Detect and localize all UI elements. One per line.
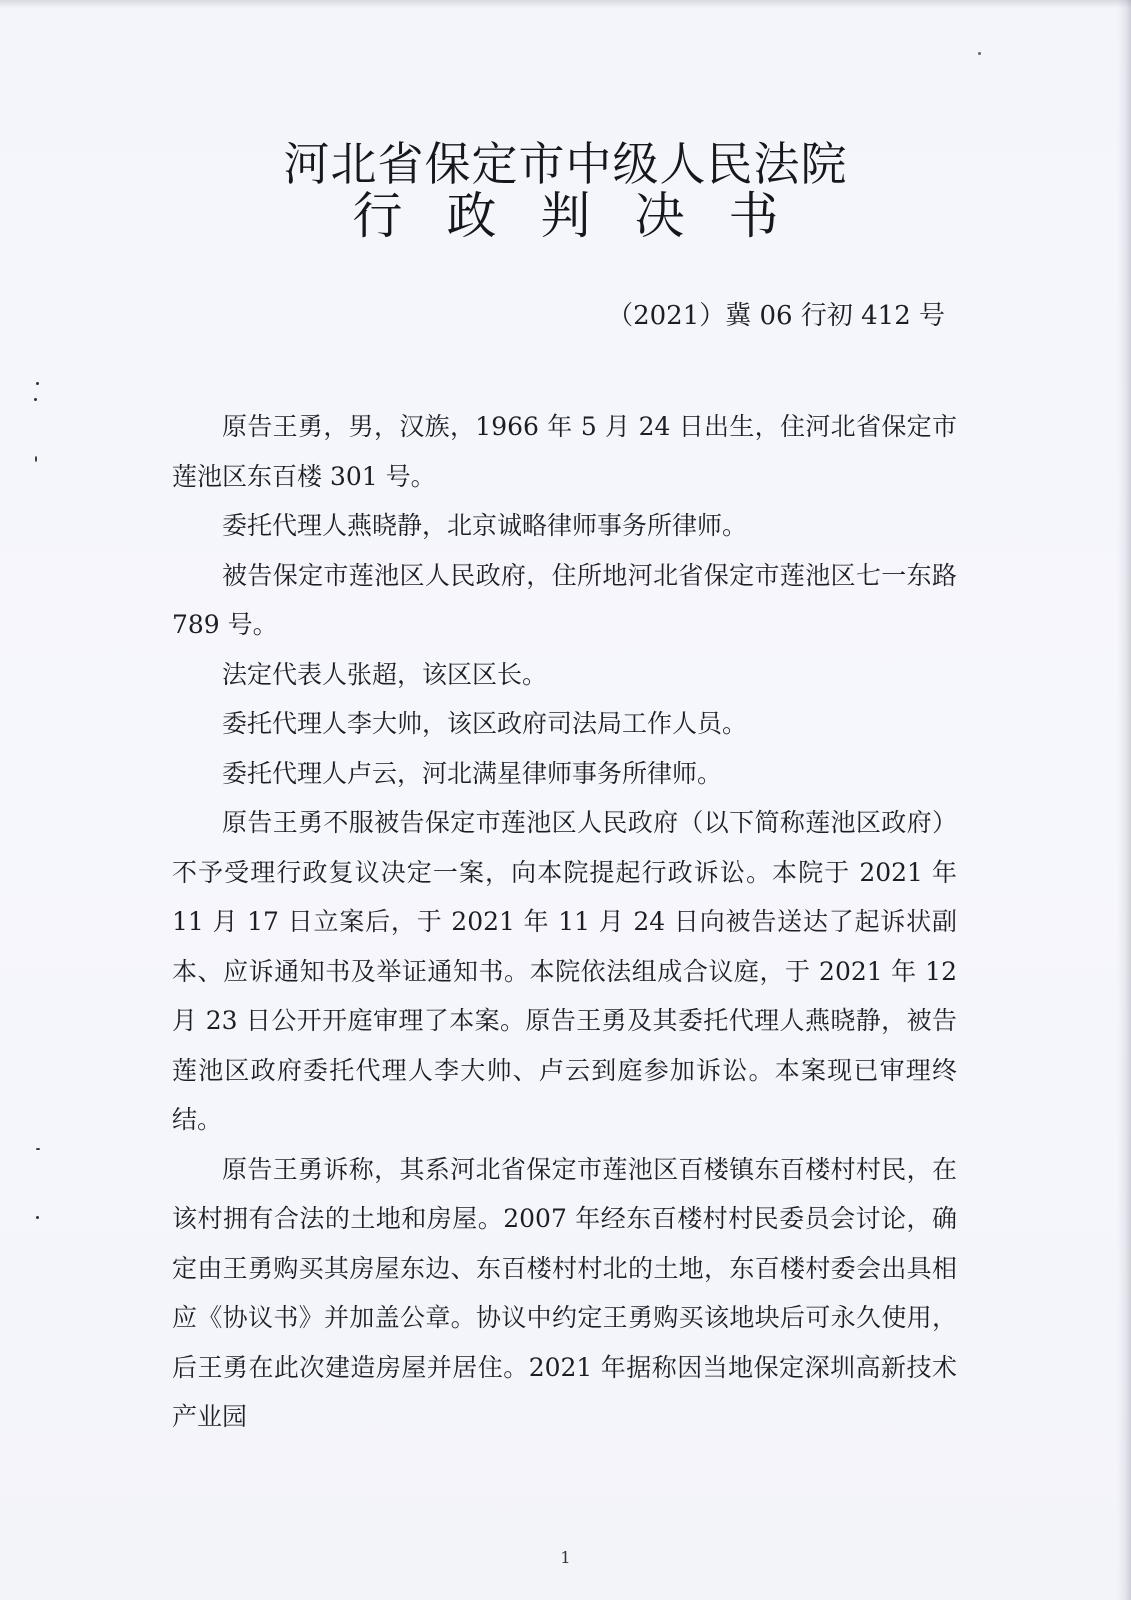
paragraph-defendant-agent-1: 委托代理人李大帅，该区政府司法局工作人员。 <box>222 709 748 738</box>
paragraph-plaintiff: 原告王勇，男，汉族，1966 年 5 月 24 日出生，住河北省保定市莲池区东百楼 301 号。 <box>172 412 957 491</box>
page-number: 1 <box>560 1548 571 1567</box>
paragraph-defendant: 被告保定市莲池区人民政府，住所地河北省保定市莲池区七一东路 789 号。 <box>172 560 957 639</box>
paragraph-defendant-agent-2: 委托代理人卢云，河北满星律师事务所律师。 <box>222 758 723 788</box>
scan-edge-top <box>0 0 1131 8</box>
scan-speck <box>36 1216 39 1219</box>
paragraph-plaintiff-claims: 原告王勇诉称，其系河北省保定市莲池区百楼镇东百楼村村民，在该村拥有合法的土地和房屋。2007 年经东百楼村村民委员会讨论，确定由王勇购买其房屋东边、东百楼村村北的土地，东百楼村委会出具相应《协议书》并加盖公章。协议中约定王勇购买该地块后可永久使用，后王勇在此次建造房屋并居住。2021 年据称因当地保定深圳高新技术产业园 <box>172 1154 957 1431</box>
scan-speck <box>36 382 39 385</box>
scan-speck <box>978 52 981 55</box>
scan-speck <box>36 1148 40 1150</box>
scan-speck <box>35 456 37 462</box>
case-number: （2021）冀 06 行初 412 号 <box>607 301 945 331</box>
document-title: 行政判决书 <box>352 187 823 245</box>
scan-speck <box>34 398 37 401</box>
paragraph-case-procedure: 原告王勇不服被告保定市莲池区人民政府（以下简称莲池区政府）不予受理行政复议决定一案，向本院提起行政诉讼。本院于 2021 年 11 月 17 日立案后，于 2021 年 11 月 24 日向被告送达了起诉状副本、应诉通知书及举证通知书。本院依法组成合议庭，于 2021 年 12 月 23 日公开开庭审理了本案。原告王勇及其委托代理人燕晓静，被告莲池区政府委托代理人李大帅、卢云到庭参加诉讼。本案现已审理终结。 <box>172 808 957 1134</box>
paragraph-legal-representative: 法定代表人张超，该区区长。 <box>222 659 548 689</box>
judgment-body <box>172 402 957 1442</box>
court-name: 河北省保定市中级人民法院 <box>283 137 848 191</box>
paragraph-plaintiff-agent: 委托代理人燕晓静，北京诚略律师事务所律师。 <box>222 511 748 540</box>
